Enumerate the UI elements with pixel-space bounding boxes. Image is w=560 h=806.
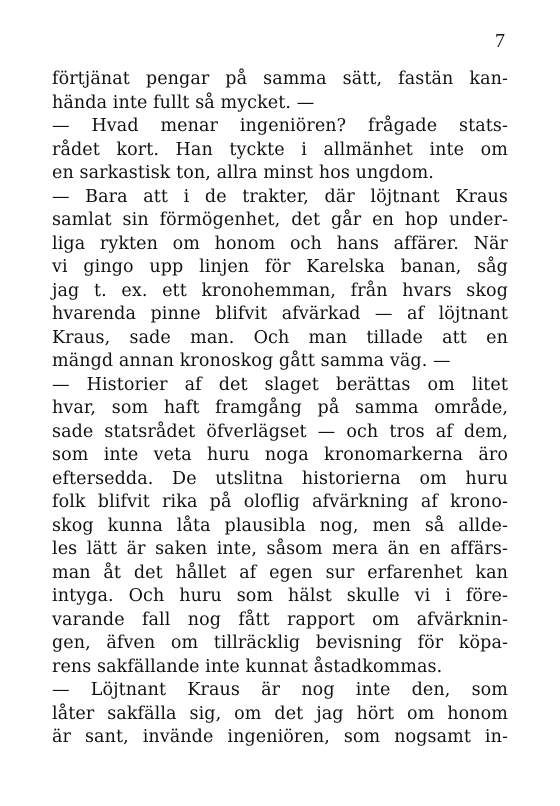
text-line: är sant, invände ingeniören, som nogsamt in- bbox=[52, 727, 508, 747]
text-line: les lätt är saken inte, såsom mera än en affärs- bbox=[52, 539, 508, 559]
text-line: rens sakfällande inte kunnat åstadkommas. bbox=[52, 656, 443, 677]
text-line: — Historier af det slaget berättas om litet bbox=[52, 374, 508, 395]
text-line: Kraus, sade man. Och man tillade att en bbox=[52, 327, 508, 348]
text-line: eftersedda. De utslitna historierna om huru bbox=[52, 468, 508, 489]
text-line: en sarkastisk ton, allra minst hos ungdom. bbox=[52, 163, 434, 183]
text-line: sade statsrådet öfverlägset — och tros af dem, bbox=[52, 421, 508, 442]
text-line: folk blifvit rika på oloflig afvärkning af krono- bbox=[52, 492, 508, 512]
text-line: vi gingo upp linjen för Karelska banan, såg bbox=[52, 257, 508, 277]
text-line: gen, äfven om tillräcklig bevisning för köpa- bbox=[52, 633, 508, 653]
text-line: jag t. ex. ett kronohemman, från hvars skog bbox=[52, 280, 508, 301]
text-line: hvarenda pinne blifvit afvärkad — af löjtnant bbox=[52, 304, 508, 324]
text-line: mängd annan kronoskog gått samma väg. — bbox=[52, 351, 451, 371]
text-line: rådet kort. Han tyckte i allmänhet inte om bbox=[52, 139, 508, 160]
text-line: hända inte fullt så mycket. — bbox=[52, 92, 315, 113]
text-line: samlat sin förmögenhet, det går en hop under- bbox=[52, 210, 508, 230]
text-line: varande fall nog fått rapport om afvärknin- bbox=[52, 609, 508, 630]
text-line: hvar, som haft framgång på samma område, bbox=[52, 398, 508, 418]
text-line: som inte veta huru noga kronomarkerna äro bbox=[52, 445, 508, 465]
text-line: — Hvad menar ingeniören? frågade stats- bbox=[52, 116, 508, 136]
body-text bbox=[52, 68, 508, 750]
text-line: — Löjtnant Kraus är nog inte den, som bbox=[52, 680, 508, 700]
text-line: låter sakfälla sig, om det jag hört om honom bbox=[52, 703, 508, 724]
text-line: förtjänat pengar på samma sätt, fastän kan- bbox=[52, 69, 508, 89]
text-line: man åt det hållet af egen sur erfarenhet kan bbox=[52, 562, 508, 583]
text-line: intyga. Och huru som hälst skulle vi i före- bbox=[52, 586, 508, 606]
text-line: — Bara att i de trakter, där löjtnant Kraus bbox=[52, 186, 508, 207]
text-line: liga rykten om honom och hans affärer. När bbox=[52, 233, 508, 254]
page-number: 7 bbox=[495, 30, 505, 52]
text-line: skog kunna låta plausibla nog, men så allde- bbox=[52, 515, 508, 536]
